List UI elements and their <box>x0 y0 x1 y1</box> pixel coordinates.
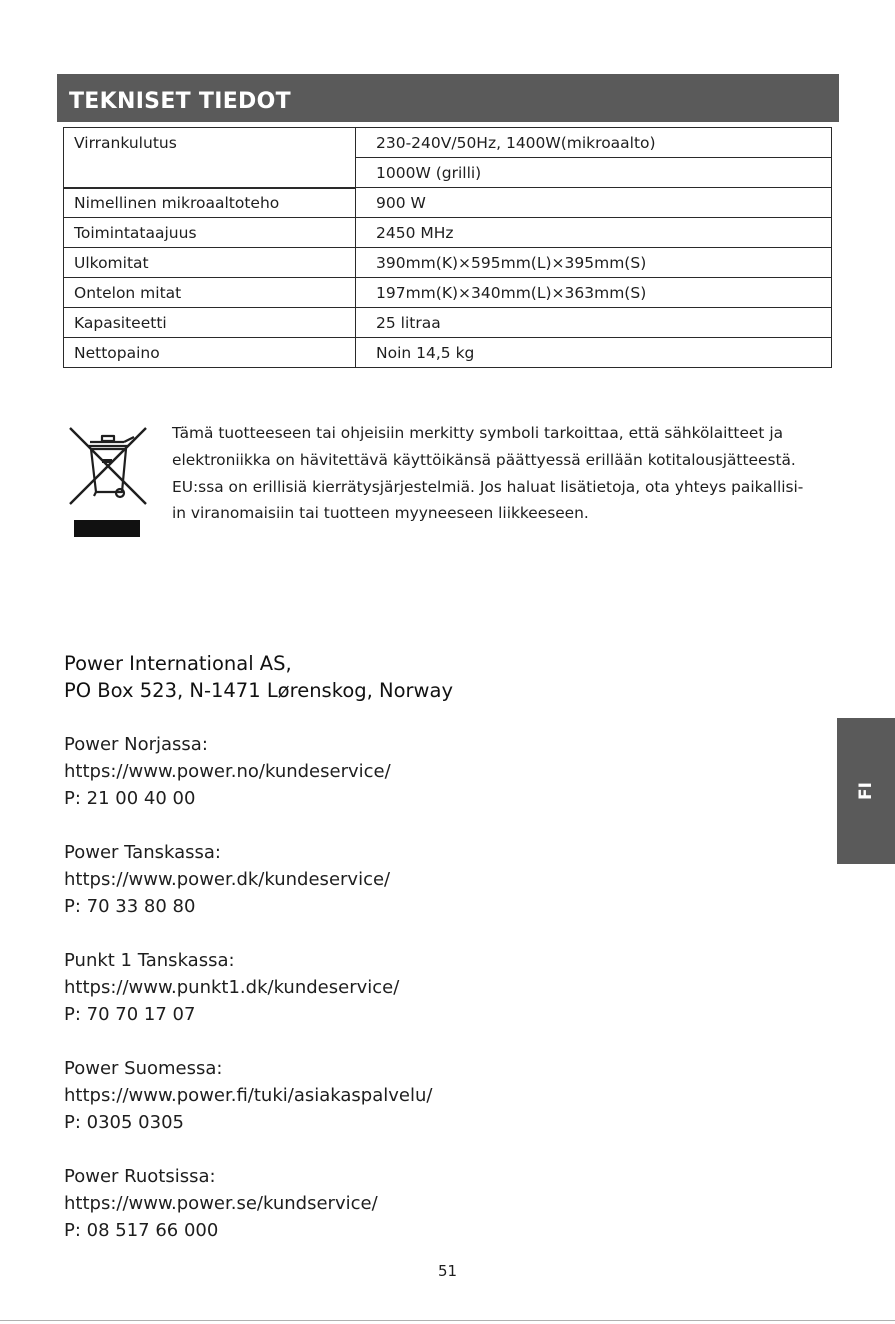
spec-label: Ulkomitat <box>64 248 356 278</box>
spec-value: Noin 14,5 kg <box>356 338 832 368</box>
contact-region: Power Norjassa: <box>64 734 208 755</box>
weee-line: EU:ssa on erillisiä kierrätysjärjestelmiä. Jos haluat lisätietoja, ota yhteys paikallisi- <box>172 477 804 496</box>
contact-phone: P: 21 00 40 00 <box>64 788 196 809</box>
bottom-divider <box>0 1320 895 1321</box>
contact-url[interactable]: https://www.power.no/kundeservice/ <box>64 761 391 782</box>
weee-notice <box>172 420 840 527</box>
spec-label: Kapasiteetti <box>64 308 356 338</box>
contact-url[interactable]: https://www.power.se/kundservice/ <box>64 1193 378 1214</box>
spec-label: Virrankulutus <box>64 128 356 188</box>
spec-label: Ontelon mitat <box>64 278 356 308</box>
weee-line: elektroniikka on hävitettävä käyttöikänsä päättyessä erillään kotitalousjätteestä. <box>172 450 796 469</box>
contact-phone: P: 08 517 66 000 <box>64 1220 219 1241</box>
contact-url[interactable]: https://www.power.fi/tuki/asiakaspalvelu/ <box>64 1085 433 1106</box>
spec-value: 230-240V/50Hz, 1400W(mikroaalto) <box>356 128 832 158</box>
table-row <box>64 248 832 278</box>
table-row <box>64 218 832 248</box>
page-number: 51 <box>437 1262 458 1280</box>
contact-region: Punkt 1 Tanskassa: <box>64 950 235 971</box>
specs-table <box>63 127 832 368</box>
section-header <box>57 74 839 122</box>
contact-url[interactable]: https://www.punkt1.dk/kundeservice/ <box>64 977 400 998</box>
table-row <box>64 128 832 158</box>
contact-region: Power Suomessa: <box>64 1058 223 1079</box>
contact-phone: P: 70 70 17 07 <box>64 1004 196 1025</box>
contact-url[interactable]: https://www.power.dk/kundeservice/ <box>64 869 391 890</box>
language-tab <box>837 718 895 864</box>
weee-line: in viranomaisiin tai tuotteen myyneeseen liikkeeseen. <box>172 504 589 523</box>
contact-block-sweden <box>64 1163 584 1244</box>
spec-value: 900 W <box>356 188 832 218</box>
language-tab-label: FI <box>856 782 876 800</box>
table-row <box>64 278 832 308</box>
company-name: Power International AS, <box>64 652 292 675</box>
crossed-out-wheelie-bin-icon <box>66 422 150 538</box>
spec-label: Nettopaino <box>64 338 356 368</box>
contact-section <box>64 650 584 1271</box>
table-row <box>64 308 832 338</box>
contact-block-denmark <box>64 839 584 920</box>
section-title: TEKNISET TIEDOT <box>69 89 291 114</box>
contact-region: Power Ruotsissa: <box>64 1166 216 1187</box>
contact-block-norway <box>64 731 584 812</box>
spec-label: Nimellinen mikroaaltoteho <box>64 188 356 218</box>
spec-value: 25 litraa <box>356 308 832 338</box>
spec-value: 197mm(K)×340mm(L)×363mm(S) <box>356 278 832 308</box>
company-address: PO Box 523, N-1471 Lørenskog, Norway <box>64 679 453 702</box>
weee-line: Tämä tuotteeseen tai ohjeisiin merkitty symboli tarkoittaa, että sähkölaitteet ja <box>172 424 784 442</box>
contact-block-finland <box>64 1055 584 1136</box>
table-row <box>64 188 832 218</box>
company-info <box>64 650 584 704</box>
table-row <box>64 338 832 368</box>
contact-phone: P: 0305 0305 <box>64 1112 184 1133</box>
contact-region: Power Tanskassa: <box>64 842 221 863</box>
spec-value: 1000W (grilli) <box>356 158 832 188</box>
contact-block-punkt1 <box>64 947 584 1028</box>
spec-value: 2450 MHz <box>356 218 832 248</box>
spec-label: Toimintataajuus <box>64 218 356 248</box>
spec-value: 390mm(K)×595mm(L)×395mm(S) <box>356 248 832 278</box>
contact-phone: P: 70 33 80 80 <box>64 896 196 917</box>
